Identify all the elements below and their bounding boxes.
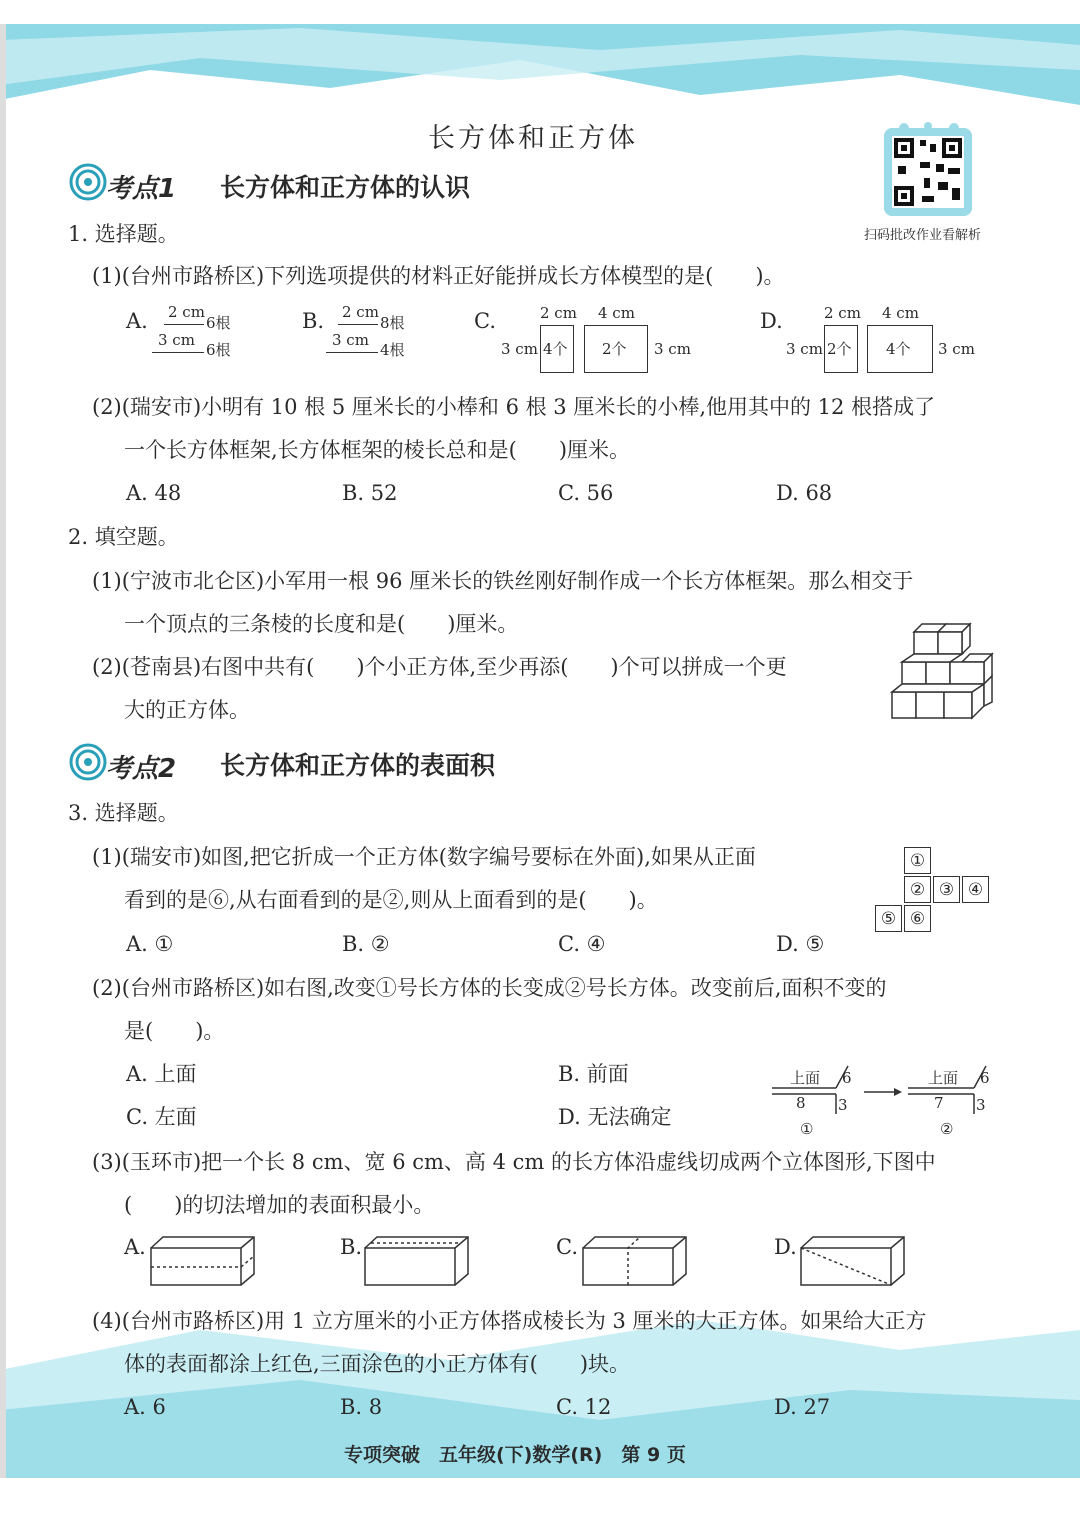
q1-p1-b-count1: 8根 xyxy=(380,314,405,332)
q3-p1-stem-line1: (1)(瑞安市)如图,把它折成一个正方体(数字编号要标在外面),如果从正面 xyxy=(92,845,756,869)
q2-p2-stem-line2: 大的正方体。 xyxy=(124,698,250,722)
fig1-height: 3 xyxy=(838,1096,848,1114)
q1-p2-option-b: B. 52 xyxy=(342,481,398,505)
q1-p1-option-b-label: B. xyxy=(302,309,325,333)
section1-tag-text: 考点 xyxy=(106,174,159,204)
q1-p1-d-side2: 3 cm xyxy=(938,340,975,358)
fig1-id: ① xyxy=(800,1120,814,1138)
q2-p1-stem-line1: (1)(宁波市北仑区)小军用一根 96 厘米长的铁丝刚好制作成一个长方体框架。那么相交于 xyxy=(92,569,914,593)
q3-p2-stem-line2: 是( )。 xyxy=(124,1019,225,1043)
q1-p1-option-c-label: C. xyxy=(474,309,496,333)
cut-diagram-a xyxy=(148,1234,258,1288)
target-icon xyxy=(68,742,108,782)
q1-p1-c-side2: 3 cm xyxy=(654,340,691,358)
fig2-id: ② xyxy=(940,1120,954,1138)
q3-heading: 3. 选择题。 xyxy=(68,801,179,825)
net-cell: ② xyxy=(904,876,931,903)
q1-p2-stem-line2: 一个长方体框架,长方体框架的棱长总和是( )厘米。 xyxy=(124,438,631,462)
q3-p4-option-d: D. 27 xyxy=(774,1395,831,1419)
net-cell: ① xyxy=(904,847,931,874)
net-cell: ④ xyxy=(962,876,989,903)
q1-p1-a-count2: 6根 xyxy=(206,341,231,359)
stick-line xyxy=(152,352,204,353)
section2-number: 2 xyxy=(158,754,177,784)
q3-p4-stem-line1: (4)(台州市路桥区)用 1 立方厘米的小正方体搭成棱长为 3 厘米的大正方体。如果给大正方 xyxy=(92,1309,927,1333)
section2-title: 长方体和正方体的表面积 xyxy=(220,751,496,780)
q3-p4-stem-line2: 体的表面都涂上红色,三面涂色的小正方体有( )块。 xyxy=(124,1352,631,1376)
stick-line xyxy=(164,324,204,325)
q3-p3-label-b: B. xyxy=(340,1235,363,1259)
fig2-width: 6 xyxy=(980,1069,990,1087)
q3-p3-label-a: A. xyxy=(124,1235,146,1259)
section2-tag-text: 考点 xyxy=(106,754,159,784)
q1-p1-c-n1: 4个 xyxy=(543,340,568,358)
q1-p1-option-d-label: D. xyxy=(760,309,783,333)
qr-code xyxy=(884,122,972,218)
net-cell: ⑥ xyxy=(904,905,931,932)
fig2-length: 7 xyxy=(934,1094,944,1112)
q1-p2-option-c: C. 56 xyxy=(558,481,614,505)
q3-p4-option-a: A. 6 xyxy=(124,1395,166,1419)
q3-p4-option-b: B. 8 xyxy=(340,1395,383,1419)
fig2-height: 3 xyxy=(976,1096,986,1114)
q3-p2-option-d: D. 无法确定 xyxy=(558,1105,672,1129)
q1-p1-d-n2: 4个 xyxy=(886,340,911,358)
q1-p1-c-side: 3 cm xyxy=(501,340,538,358)
section1-number: 1 xyxy=(158,174,177,204)
fig1-width: 6 xyxy=(842,1069,852,1087)
section1-title: 长方体和正方体的认识 xyxy=(220,173,471,202)
net-cell: ③ xyxy=(933,876,960,903)
q1-p1-option-a-label: A. xyxy=(126,309,148,333)
fig2-top-label: 上面 xyxy=(928,1069,959,1087)
q1-p1-b-len1: 2 cm xyxy=(342,303,379,321)
cut-diagram-b xyxy=(362,1234,472,1288)
q2-heading: 2. 填空题。 xyxy=(68,525,179,549)
q1-p1-d-top2: 4 cm xyxy=(882,304,919,322)
page-footer: 专项突破 五年级(下)数学(R) 第 9 页 xyxy=(344,1444,686,1466)
q3-p4-option-c: C. 12 xyxy=(556,1395,612,1419)
q1-p1-stem: (1)(台州市路桥区)下列选项提供的材料正好能拼成长方体模型的是( )。 xyxy=(92,264,785,288)
q2-p1-stem-line2: 一个顶点的三条棱的长度和是( )厘米。 xyxy=(124,612,519,636)
stick-line xyxy=(326,352,378,353)
page-title: 长方体和正方体 xyxy=(428,123,638,154)
q3-p2-stem-line1: (2)(台州市路桥区)如右图,改变①号长方体的长变成②号长方体。改变前后,面积不变的 xyxy=(92,976,887,1000)
q3-p1-option-c: C. ④ xyxy=(558,932,606,956)
section2-tag xyxy=(106,748,176,785)
q3-p1-option-d: D. ⑤ xyxy=(776,932,825,956)
q1-p2-option-a: A. 48 xyxy=(126,481,182,505)
stacked-cubes-figure xyxy=(888,622,996,724)
q3-p1-option-a: A. ① xyxy=(126,932,174,956)
fig1-length: 8 xyxy=(796,1094,806,1112)
q3-p3-label-c: C. xyxy=(556,1235,578,1259)
q3-p2-option-c: C. 左面 xyxy=(126,1105,197,1129)
q3-p3-stem-line1: (3)(玉环市)把一个长 8 cm、宽 6 cm、高 4 cm 的长方体沿虚线切成两个立体图形,下图中 xyxy=(92,1150,936,1174)
stick-line xyxy=(338,324,378,325)
q3-p1-option-b: B. ② xyxy=(342,932,390,956)
qr-code-icon xyxy=(884,122,972,218)
q1-p1-c-n2: 2个 xyxy=(602,340,627,358)
q3-p2-option-b: B. 前面 xyxy=(558,1062,629,1086)
q1-p2-stem-line1: (2)(瑞安市)小明有 10 根 5 厘米长的小棒和 6 根 3 厘米长的小棒,他用其中的 12 根搭成了 xyxy=(92,395,936,419)
q1-p2-option-d: D. 68 xyxy=(776,481,833,505)
cut-diagram-d xyxy=(798,1234,908,1288)
qr-caption: 扫码批改作业看解析 xyxy=(864,228,982,243)
q3-p3-label-d: D. xyxy=(774,1235,797,1259)
q3-p1-stem-line2: 看到的是⑥,从右面看到的是②,则从上面看到的是( )。 xyxy=(124,888,658,912)
q1-p1-a-len1: 2 cm xyxy=(168,303,205,321)
q1-p1-c-top1: 2 cm xyxy=(540,304,577,322)
q1-p1-d-top1: 2 cm xyxy=(824,304,861,322)
q1-p1-d-n1: 2个 xyxy=(827,340,852,358)
section1-tag xyxy=(106,168,176,205)
q1-p1-a-count1: 6根 xyxy=(206,314,231,332)
net-cell: ⑤ xyxy=(875,905,902,932)
fig1-top-label: 上面 xyxy=(790,1069,821,1087)
q3-p3-stem-line2: ( )的切法增加的表面积最小。 xyxy=(124,1193,435,1217)
q1-p1-b-len2: 3 cm xyxy=(332,331,369,349)
q1-p1-a-len2: 3 cm xyxy=(158,331,195,349)
q1-heading: 1. 选择题。 xyxy=(68,222,179,246)
target-icon xyxy=(68,162,108,202)
q1-p1-b-count2: 4根 xyxy=(380,341,405,359)
q3-p2-option-a: A. 上面 xyxy=(126,1062,197,1086)
q1-p1-d-side: 3 cm xyxy=(786,340,823,358)
q2-p2-stem-line1: (2)(苍南县)右图中共有( )个小正方体,至少再添( )个可以拼成一个更 xyxy=(92,655,787,679)
cut-diagram-c xyxy=(580,1234,690,1288)
q1-p1-c-top2: 4 cm xyxy=(598,304,635,322)
